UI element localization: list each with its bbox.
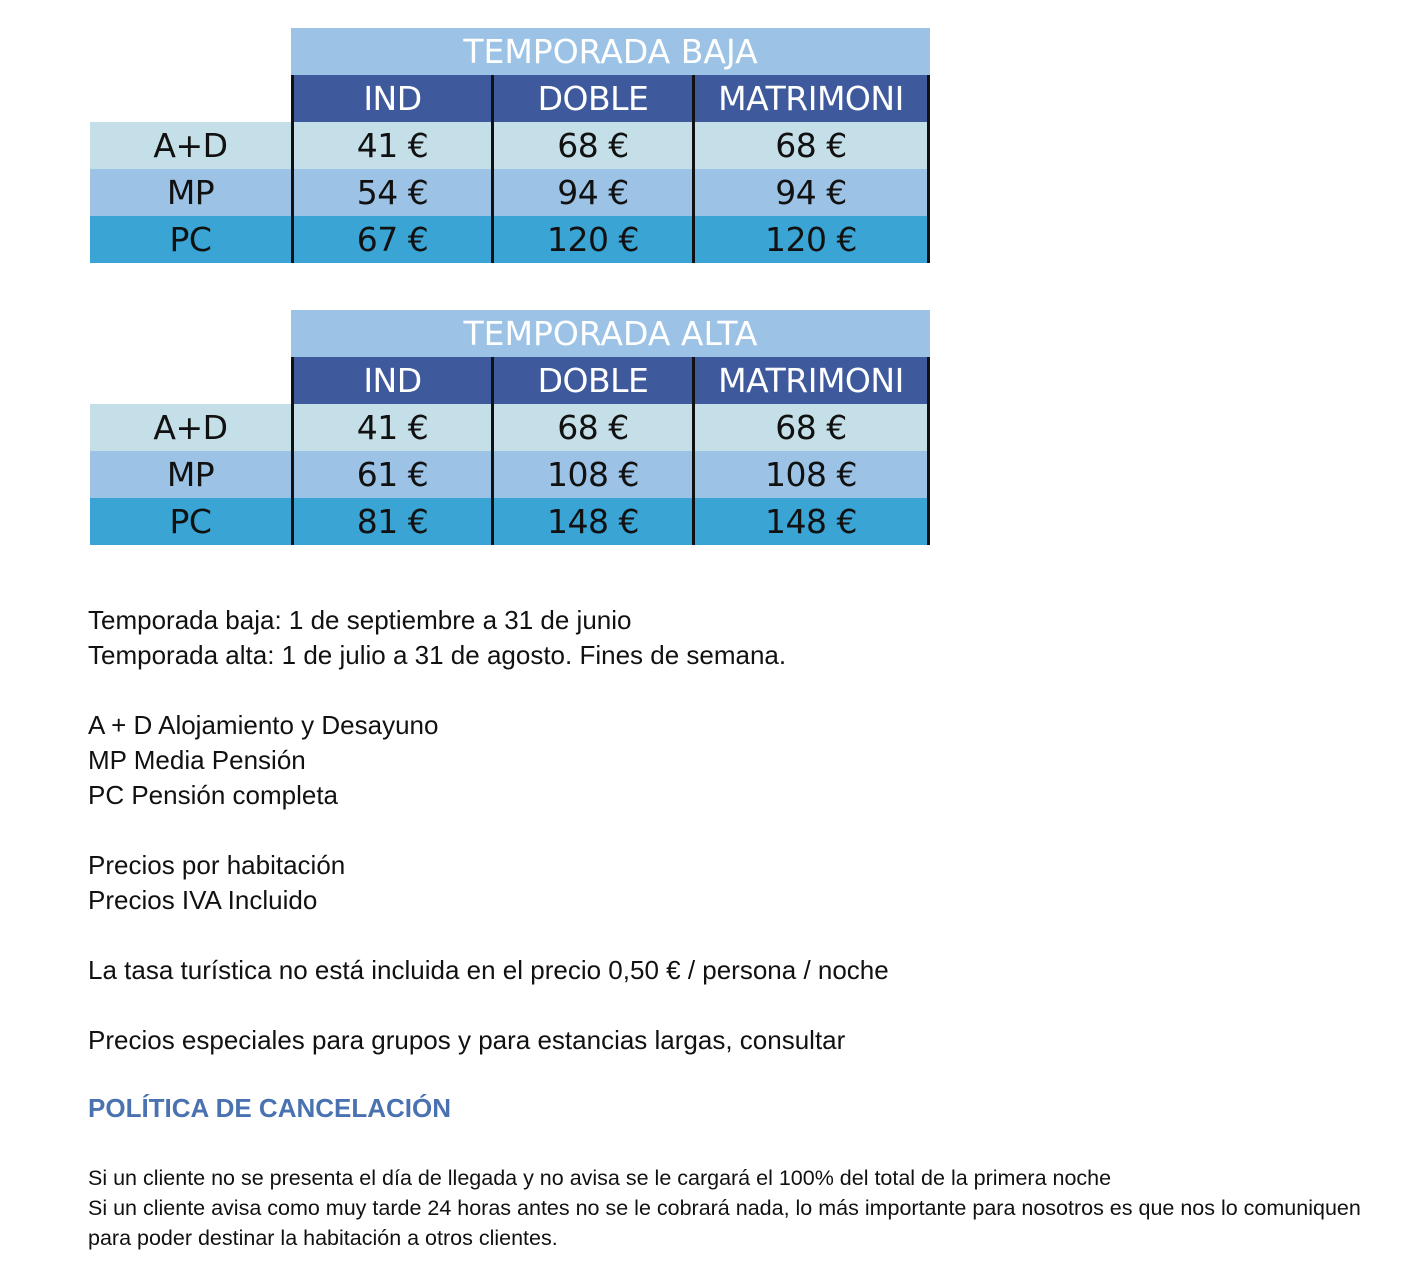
price-cell: 81 € [291,498,491,545]
blank-cell [90,75,291,122]
row-label: A+D [90,404,291,451]
column-header-doble: DOBLE [491,75,692,122]
price-cell: 54 € [291,169,491,216]
table-row [90,451,930,498]
price-cell: 148 € [491,498,692,545]
price-cell: 108 € [692,451,930,498]
price-cell: 108 € [491,451,692,498]
policy-line: Si un cliente no se presenta el día de llegada y no avisa se le cargará el 100% del total de la primera noche [88,1166,1112,1190]
price-cell: 68 € [692,122,930,169]
row-label: MP [90,169,291,216]
per-room-note: Precios por habitación [88,850,346,880]
price-cell: 41 € [291,404,491,451]
price-cell: 61 € [291,451,491,498]
table-row [90,498,930,545]
table-row [90,404,930,451]
tourist-tax-note: La tasa turística no está incluida en el precio 0,50 € / persona / noche [88,955,889,985]
price-cell: 120 € [491,216,692,263]
price-cell: 41 € [291,122,491,169]
blank-cell [90,28,291,75]
table-row [90,122,930,169]
column-header-matrimoni: MATRIMONI [692,357,930,404]
table-header-row [90,75,930,122]
table-title: TEMPORADA BAJA [291,28,930,75]
groups-note: Precios especiales para grupos y para estancias largas, consultar [88,1025,846,1055]
table-title-row [90,310,930,357]
row-label: PC [90,498,291,545]
season-low-note: Temporada baja: 1 de septiembre a 31 de junio [88,605,632,635]
table-row [90,216,930,263]
row-label: A+D [90,122,291,169]
price-table-low-season [90,28,930,263]
row-label: MP [90,451,291,498]
price-cell: 68 € [692,404,930,451]
table-title: TEMPORADA ALTA [291,310,930,357]
legend-ad: A + D Alojamiento y Desayuno [88,710,439,740]
table-row [90,169,930,216]
blank-cell [90,310,291,357]
column-header-ind: IND [291,357,491,404]
price-cell: 148 € [692,498,930,545]
column-header-ind: IND [291,75,491,122]
legend-pc: PC Pensión completa [88,780,339,810]
vat-note: Precios IVA Incluido [88,885,318,915]
price-cell: 68 € [491,122,692,169]
table-header-row [90,357,930,404]
row-label: PC [90,216,291,263]
price-cell: 67 € [291,216,491,263]
table-title-row [90,28,930,75]
column-header-doble: DOBLE [491,357,692,404]
price-cell: 120 € [692,216,930,263]
cancellation-policy-text [88,1163,1378,1253]
notes-section [88,603,1378,1058]
column-header-matrimoni: MATRIMONI [692,75,930,122]
price-cell: 94 € [491,169,692,216]
policy-line: Si un cliente avisa como muy tarde 24 horas antes no se le cobrará nada, lo más importante para nosotros es que nos lo comuniquen para poder destinar la habitación a otros clientes. [88,1196,1361,1250]
legend-mp: MP Media Pensión [88,745,306,775]
season-high-note: Temporada alta: 1 de julio a 31 de agosto. Fines de semana. [88,640,787,670]
price-cell: 94 € [692,169,930,216]
cancellation-policy-title: POLÍTICA DE CANCELACIÓN [88,1093,452,1123]
price-table-high-season [90,310,930,545]
price-cell: 68 € [491,404,692,451]
blank-cell [90,357,291,404]
